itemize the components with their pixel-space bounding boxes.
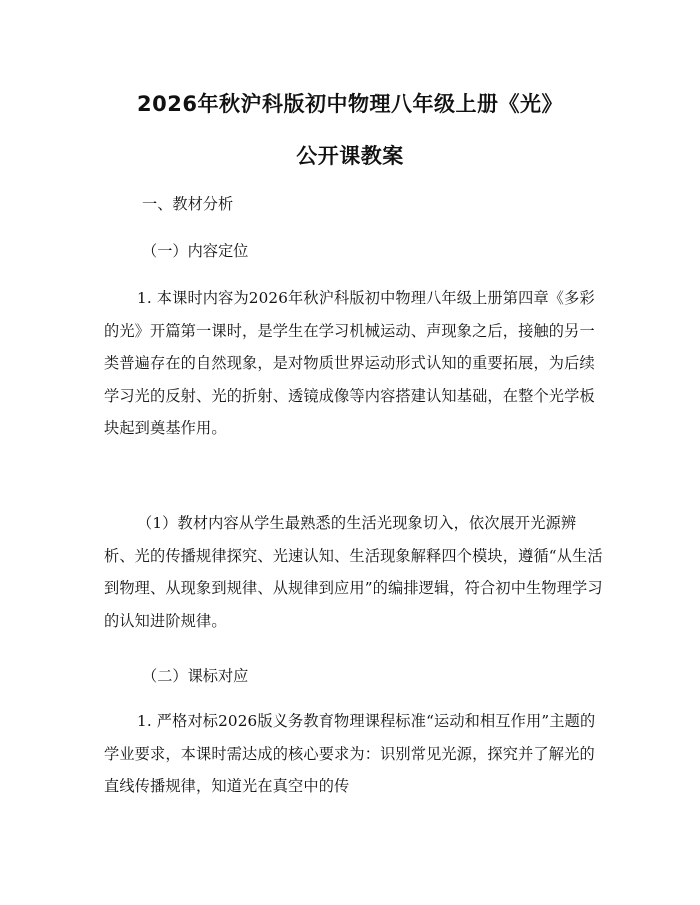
subsection-heading-content-positioning: （一）内容定位 — [142, 242, 249, 260]
document-title-line-1: 2026年秋沪科版初中物理八年级上册《光》 — [137, 92, 563, 116]
document-title-line-2: 公开课教案 — [296, 144, 404, 168]
section-heading-teaching-material-analysis: 一、教材分析 — [142, 195, 234, 213]
subsection-heading-curriculum-standards: （二）课标对应 — [142, 667, 249, 685]
paragraph-material-structure: （1）教材内容从学生最熟悉的生活光现象切入，依次展开光源辨析、光的传播规律探究、光速认知、生活现象解释四个模块，遵循“从生活到物理、从现象到规律、从规律到应用”的编排逻辑，符合初中生物理学习的认知进阶规律。 — [104, 514, 603, 630]
paragraph-lesson-positioning: 1. 本课时内容为2026年秋沪科版初中物理八年级上册第四章《多彩的光》开篇第一课时，是学生在学习机械运动、声现象之后，接触的另一类普遍存在的自然现象，是对物质世界运动形式认知的重要拓展，为后续学习光的反射、光的折射、透镜成像等内容搭建认知基础，在整个光学板块起到奠基作用。 — [104, 289, 595, 438]
paragraph-curriculum-requirements: 1. 严格对标2026版义务教育物理课程标准“运动和相互作用”主题的学业要求，本课时需达成的核心要求为：识别常见光源，探究并了解光的直线传播规律，知道光在真空中的传 — [104, 712, 596, 796]
